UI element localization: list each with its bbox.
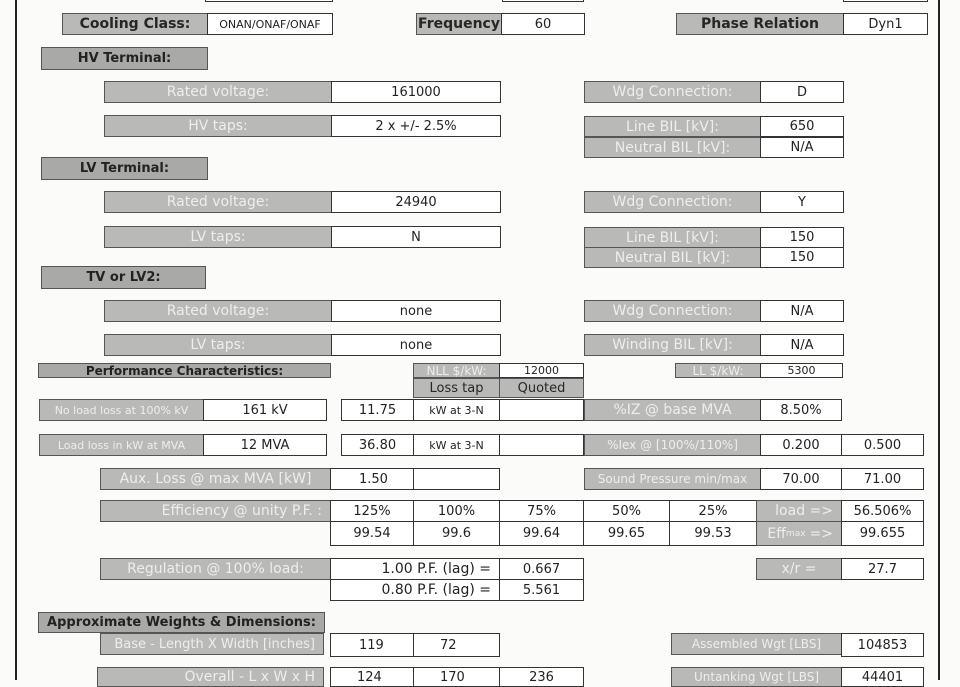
base-dimensions-label: Base - Length X Width [inches]	[100, 633, 324, 655]
lv-neutral-bil-value: 150	[760, 247, 844, 268]
xr-label: x/r =	[756, 558, 842, 580]
efficiency-value-25: 99.53	[669, 521, 757, 546]
top-clipped-field-1	[205, 0, 333, 2]
right-border	[938, 0, 940, 680]
efficiency-value-50: 99.65	[583, 521, 670, 546]
left-border	[15, 0, 17, 680]
lv-wdg-connection-value: Y	[760, 191, 844, 213]
performance-section: Performance Characteristics:	[38, 363, 331, 378]
efficiency-value-125: 99.54	[330, 521, 414, 546]
no-load-loss-label: No load loss at 100% kV	[39, 399, 204, 421]
lv-wdg-connection-label: Wdg Connection:	[584, 191, 761, 213]
xr-value: 27.7	[841, 558, 924, 580]
regulation-pf2-value: 5.561	[499, 579, 584, 601]
aux-loss-extra	[413, 468, 500, 490]
efficiency-header-50: 50%	[583, 500, 670, 522]
load-loss-value: 36.80	[341, 434, 414, 456]
load-loss-mva-value: 12 MVA	[203, 434, 327, 456]
efficiency-header-75: 75%	[499, 500, 584, 522]
regulation-pf1-value: 0.667	[499, 558, 584, 580]
assembled-weight-label: Assembled Wgt [LBS]	[671, 633, 842, 655]
weights-dimensions-section: Approximate Weights & Dimensions:	[38, 612, 325, 633]
tv-taps-value: none	[331, 334, 501, 356]
hv-wdg-connection-value: D	[760, 81, 844, 103]
untanking-weight-value: 44401	[841, 667, 924, 687]
eff-max-subscript: max	[785, 528, 806, 539]
regulation-pf1-label: 1.00 P.F. (lag) =	[330, 558, 500, 580]
assembled-weight-value: 104853	[841, 633, 924, 657]
hv-taps-label: HV taps:	[104, 115, 332, 137]
tv-winding-bil-value: N/A	[760, 334, 844, 356]
lv-neutral-bil-label: Neutral BIL [kV]:	[584, 247, 761, 268]
overall-width-value: 170	[413, 667, 500, 687]
lv-rated-voltage-value: 24940	[331, 191, 501, 213]
hv-terminal-section: HV Terminal:	[41, 47, 208, 70]
sound-pressure-min: 70.00	[760, 468, 842, 490]
efficiency-label: Efficiency @ unity P.F. :	[100, 500, 331, 522]
eff-max-text: Eff	[767, 525, 786, 542]
efficiency-header-125: 125%	[330, 500, 414, 522]
hv-line-bil-label: Line BIL [kV]:	[584, 116, 761, 137]
tv-lv2-section: TV or LV2:	[41, 266, 206, 289]
load-value: 56.506%	[841, 500, 924, 522]
tv-rated-voltage-value: none	[331, 300, 501, 322]
lv-line-bil-value: 150	[760, 227, 844, 248]
tv-wdg-connection-label: Wdg Connection:	[584, 300, 761, 322]
hv-neutral-bil-value: N/A	[760, 137, 844, 158]
overall-height-value: 236	[499, 667, 584, 687]
tv-wdg-connection-value: N/A	[760, 300, 844, 322]
untanking-weight-label: Untanking Wgt [LBS]	[671, 667, 842, 687]
lv-line-bil-label: Line BIL [kV]:	[584, 227, 761, 248]
top-clipped-field-3	[843, 0, 928, 2]
eff-max-value: 99.655	[841, 521, 924, 546]
ll-cost-value: 5300	[760, 363, 843, 378]
phase-relation-value: Dyn1	[843, 13, 928, 35]
lv-terminal-section: LV Terminal:	[41, 157, 208, 180]
cooling-class-label: Cooling Class:	[62, 13, 208, 35]
aux-loss-label: Aux. Loss @ max MVA [kW]	[100, 468, 331, 490]
load-loss-label: Load loss in kW at MVA	[39, 434, 204, 456]
nll-cost-label: NLL $/kW:	[413, 363, 500, 378]
regulation-pf2-label: 0.80 P.F. (lag) =	[330, 579, 500, 601]
overall-dimensions-label: Overall - L x W x H	[97, 667, 324, 687]
no-load-quoted-value	[499, 399, 584, 421]
eff-max-label	[756, 521, 842, 546]
tv-winding-bil-label: Winding BIL [kV]:	[584, 334, 761, 356]
base-length-value: 119	[330, 633, 414, 657]
iex-label: %Iex @ [100%/110%]	[584, 434, 761, 456]
efficiency-value-100: 99.6	[413, 521, 500, 546]
hv-taps-value: 2 x +/- 2.5%	[331, 115, 501, 137]
cooling-class-value: ONAN/ONAF/ONAF	[207, 13, 333, 35]
no-load-loss-value: 11.75	[341, 399, 414, 421]
efficiency-header-25: 25%	[669, 500, 757, 522]
iz-base-mva-value: 8.50%	[760, 399, 842, 421]
hv-wdg-connection-label: Wdg Connection:	[584, 81, 761, 103]
sound-pressure-label: Sound Pressure min/max	[584, 468, 761, 490]
load-loss-unit: kW at 3-N	[413, 434, 500, 456]
lv-taps-value: N	[331, 226, 501, 248]
no-load-unit: kW at 3-N	[413, 399, 500, 421]
nll-cost-value: 12000	[499, 363, 584, 378]
frequency-label: Frequency	[416, 13, 502, 35]
hv-rated-voltage-value: 161000	[331, 81, 501, 103]
regulation-label: Regulation @ 100% load:	[100, 558, 331, 580]
iz-base-mva-label: %IZ @ base MVA	[584, 399, 761, 421]
top-clipped-field-2	[502, 0, 584, 2]
lv-taps-label: LV taps:	[104, 226, 332, 248]
sound-pressure-max: 71.00	[841, 468, 924, 490]
hv-neutral-bil-label: Neutral BIL [kV]:	[584, 137, 761, 158]
no-load-kv-value: 161 kV	[203, 399, 327, 421]
tv-taps-label: LV taps:	[104, 334, 332, 356]
phase-relation-label: Phase Relation	[676, 13, 844, 35]
lv-rated-voltage-label: Rated voltage:	[104, 191, 332, 213]
overall-length-value: 124	[330, 667, 414, 687]
eff-max-arrow: =>	[809, 525, 833, 542]
quoted-header: Quoted	[499, 378, 584, 398]
hv-rated-voltage-label: Rated voltage:	[104, 81, 332, 103]
hv-line-bil-value: 650	[760, 116, 844, 137]
aux-loss-value: 1.50	[330, 468, 414, 490]
tv-rated-voltage-label: Rated voltage:	[104, 300, 332, 322]
efficiency-value-75: 99.64	[499, 521, 584, 546]
iex-100-value: 0.200	[760, 434, 842, 456]
loss-tap-header: Loss tap	[413, 378, 500, 398]
load-arrow-label: load =>	[756, 500, 842, 522]
frequency-value: 60	[501, 13, 585, 35]
iex-110-value: 0.500	[841, 434, 924, 456]
efficiency-header-100: 100%	[413, 500, 500, 522]
base-width-value: 72	[413, 633, 500, 657]
ll-cost-label: LL $/kW:	[675, 363, 761, 378]
load-loss-quoted-value	[499, 434, 584, 456]
